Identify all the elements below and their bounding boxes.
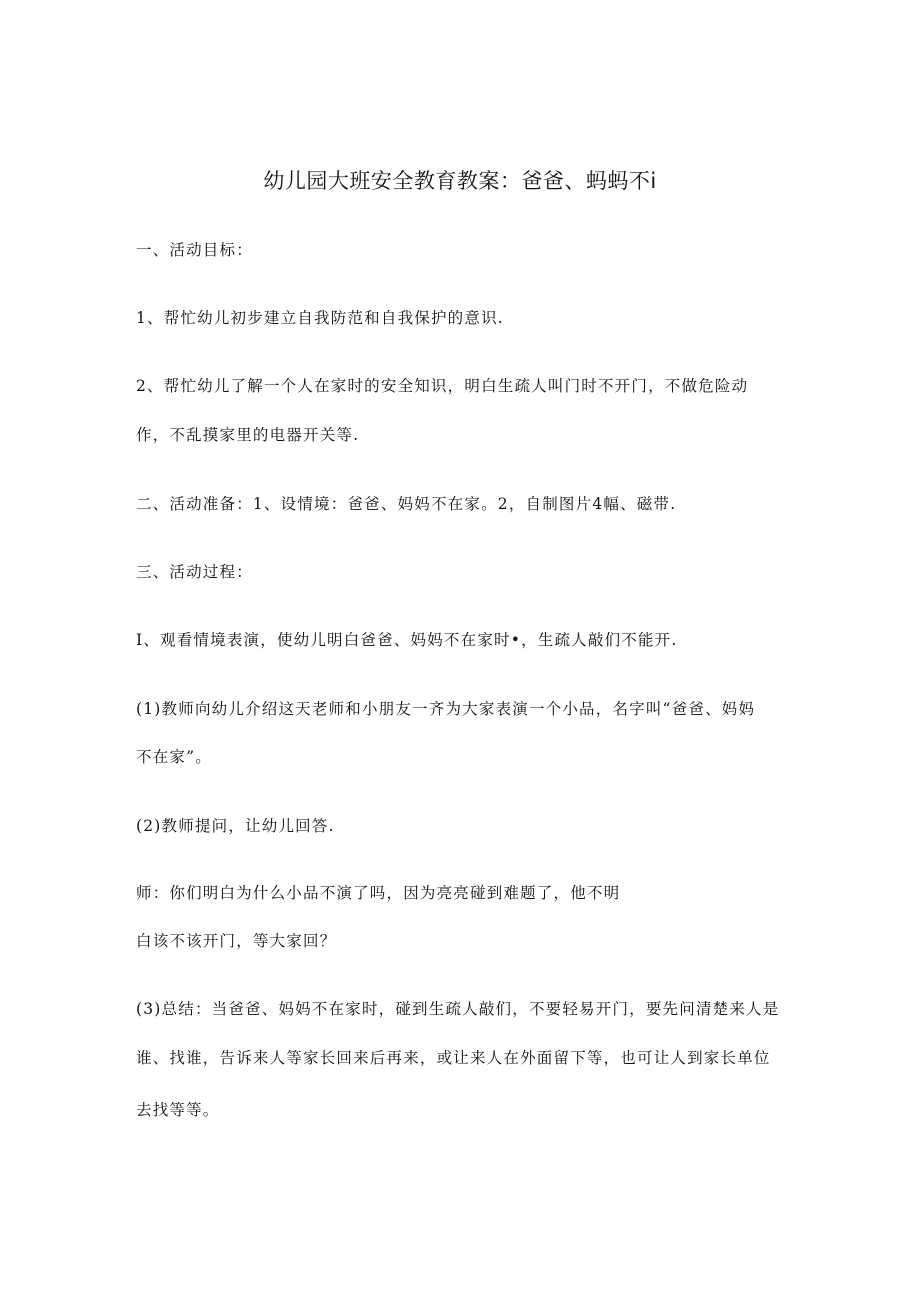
process-step-1-line-1: (1)教师向幼儿介绍这天老师和小朋友一齐为大家表演一个小品，名字叫“爸爸、妈妈 — [136, 700, 756, 718]
process-item-1: I、观看情境表演，使幼儿明白爸爸、妈妈不在家时•，生疏人敲们不能开. — [136, 631, 678, 649]
goal-item-2-line-2: 作，不乱摸家里的电器开关等. — [136, 426, 360, 444]
process-step-3-line-2: 谁、找谁，告诉来人等家长回来后再来，或让来人在外面留下等，也可让人到家长单位 — [136, 1049, 771, 1067]
goal-item-2-line-1: 2、帮忙幼儿了解一个人在家时的安全知识，明白生疏人叫门时不开门，不做危险动 — [136, 377, 749, 395]
section-heading-goals: 一、活动目标： — [136, 241, 253, 259]
section-heading-preparation: 二、活动准备：1、设情境：爸爸、妈妈不在家。2，自制图片4幅、磁带. — [136, 495, 677, 513]
process-step-3-line-3: 去找等等。 — [136, 1101, 220, 1119]
goal-item-1: 1、帮忙幼儿初步建立自我防范和自我保护的意识. — [136, 309, 504, 327]
process-step-3-line-1: (3)总结：当爸爸、妈妈不在家时，碰到生疏人敲们，不要轻易开门，要先问清楚来人是 — [136, 1000, 780, 1018]
document-title: 幼儿园大班安全教育教案：爸爸、蚂蚂不i — [263, 169, 657, 193]
teacher-dialogue-line-1: 师：你们明白为什么小品不演了吗，因为亮亮碰到难题了，他不明 — [136, 884, 621, 902]
teacher-dialogue-line-2: 白该不该开门，等大家回？ — [136, 932, 337, 950]
process-step-2: (2)教师提问，让幼儿回答. — [136, 817, 335, 835]
section-heading-process: 三、活动过程： — [136, 563, 253, 581]
process-step-1-line-2: 不在家”。 — [136, 748, 212, 766]
